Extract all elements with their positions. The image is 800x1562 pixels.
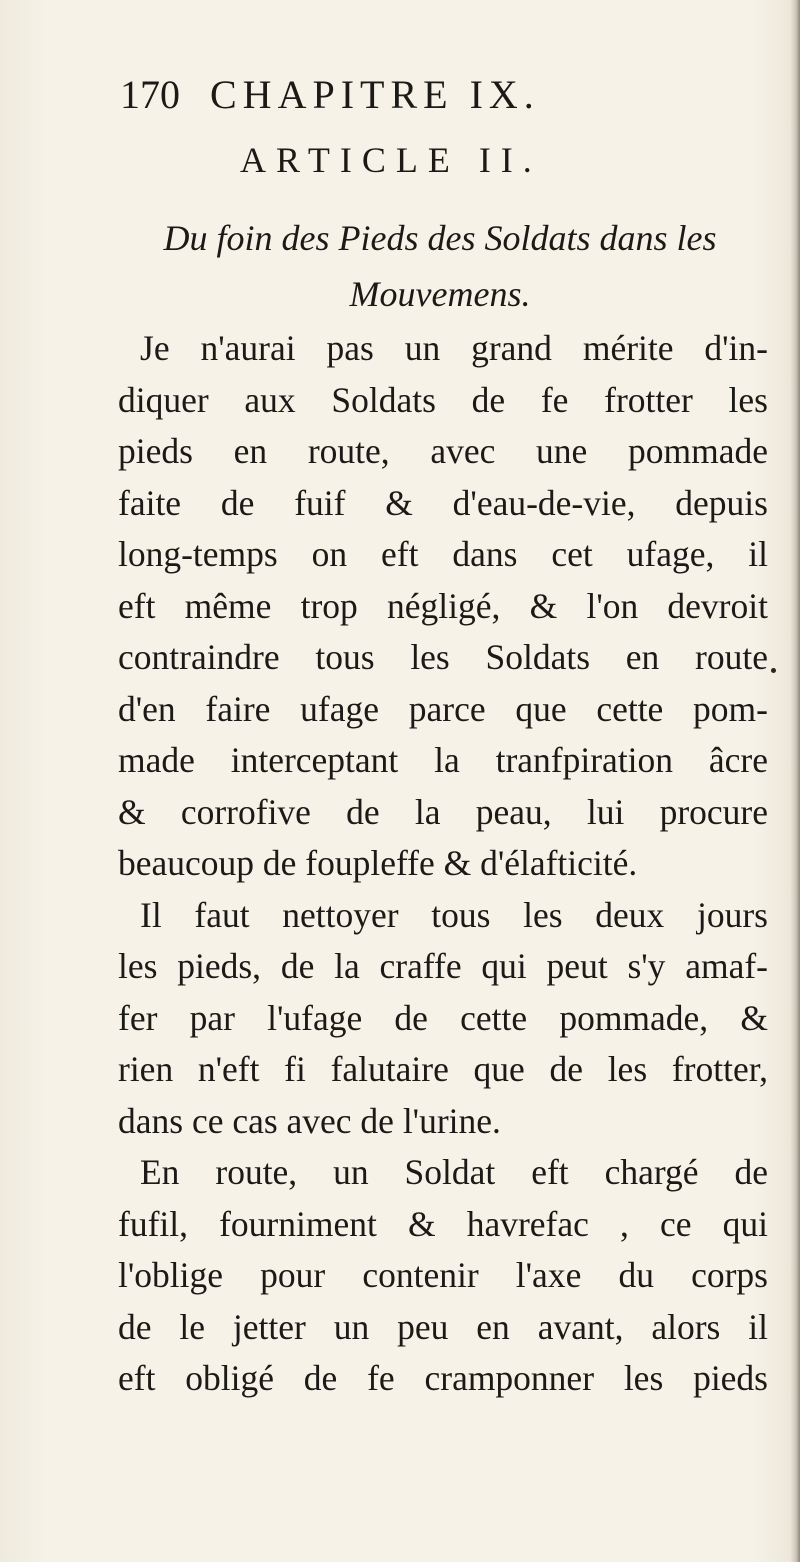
page-edge-shadow	[790, 0, 800, 1562]
text-line: Il faut nettoyer tous les deux jours	[140, 894, 768, 935]
page-number: 170	[120, 72, 180, 117]
print-speck	[771, 668, 776, 673]
text-line: de le jetter un peu en avant, alors il	[118, 1306, 768, 1347]
text-line: eft obligé de fe cramponner les pieds	[118, 1358, 768, 1398]
running-header	[120, 70, 740, 120]
text-line: dans ce cas avec de l'urine.	[118, 1100, 501, 1141]
text-line: faite de fuif & d'eau-de-vie, depuis	[118, 482, 768, 523]
text-line: les pieds, de la craffe qui peut s'y amaf-	[118, 946, 768, 986]
text-line: made interceptant la tranfpiration âcre	[118, 740, 768, 780]
text-line: Je n'aurai pas un grand mérite d'in-	[140, 328, 768, 368]
body-text	[118, 323, 768, 1405]
text-line: rien n'eft fi falutaire que de les frotter,	[118, 1049, 768, 1089]
text-line: eft même trop négligé, & l'on devroit	[118, 585, 768, 626]
text-line: beaucoup de foupleffe & d'élafticité.	[118, 843, 638, 883]
text-line: long-temps on eft dans cet ufage, il	[118, 534, 768, 574]
text-line: contraindre tous les Soldats en route	[118, 637, 768, 677]
section-title-line: Mouvemens.	[349, 274, 531, 314]
text-line: & corrofive de la peau, lui procure	[118, 791, 768, 832]
text-line: fer par l'ufage de cette pommade, &	[118, 997, 768, 1038]
text-line: l'oblige pour contenir l'axe du corps	[118, 1255, 768, 1295]
chapter-title: CHAPITRE IX.	[210, 72, 540, 117]
section-title-line: Du foin des Pieds des Soldats dans les	[163, 218, 717, 258]
text-line: diquer aux Soldats de fe frotter les	[118, 379, 768, 420]
text-line: En route, un Soldat eft chargé de	[140, 1152, 768, 1192]
text-line: pieds en route, avec une pommade	[118, 431, 768, 471]
text-line: fufil, fourniment & havrefac , ce qui	[118, 1203, 768, 1244]
article-heading: ARTICLE II.	[240, 140, 542, 180]
section-title	[120, 210, 760, 322]
text-line: d'en faire ufage parce que cette pom-	[118, 688, 768, 729]
